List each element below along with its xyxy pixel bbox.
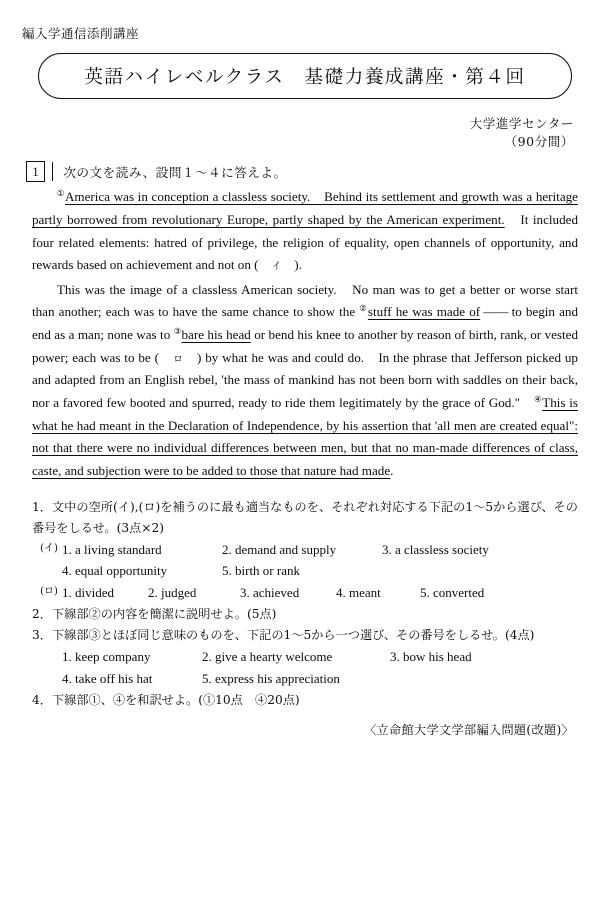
worksheet-title-banner xyxy=(38,53,572,99)
exam-duration: （90分間） xyxy=(504,134,574,150)
choice-group-ro-row-1 xyxy=(36,582,578,604)
choice-option[interactable]: 3. a classless society xyxy=(382,541,489,557)
choice-option[interactable]: 4. equal opportunity xyxy=(62,563,168,579)
source-attribution: 〈立命館大学文学部編入問題(改題)〉 xyxy=(364,722,574,737)
publisher-block xyxy=(14,115,588,151)
question-block-instruction: 次の文を読み、設問１〜４に答えよ。 xyxy=(63,165,287,181)
blank-i-close xyxy=(281,257,294,272)
underlined-span-4: This is what he had meant in the Declaration of Independence, by his assertion that 'all men are created equal": not that there were no individual differences between men, but that no man-made differences of class, caste, and subjection were to be added to those that nature had made xyxy=(32,395,578,478)
underlined-span-3: bare his head xyxy=(181,327,251,343)
choice-option[interactable]: 5. birth or rank xyxy=(222,563,300,579)
blank-i-open xyxy=(259,257,272,272)
choice-option[interactable]: 2. judged xyxy=(148,585,197,601)
question-number-box: 1 xyxy=(26,161,45,182)
passage-p2-seg1: This was the image of a classless American society. No man was to get a better or worse start than another; each was to have the same chance to show the xyxy=(32,281,578,320)
blank-i-label: イ xyxy=(271,261,282,273)
blank-ro-close xyxy=(183,350,197,365)
question-3-choice-row-2 xyxy=(36,668,578,690)
choice-option[interactable]: 2. give a hearty welcome xyxy=(202,649,333,664)
passage-p2-seg2: to begin and end as a man; none was to xyxy=(32,304,578,343)
english-passage xyxy=(32,186,578,482)
question-number-rule xyxy=(52,162,53,181)
question-3-choice-row-1 xyxy=(36,646,578,668)
underline-marker-1: ① xyxy=(56,188,65,199)
choice-group-ro-tag: (ロ) xyxy=(40,586,58,598)
question-1-text: 1．文中の空所(イ),(ロ)を補うのに最も適当なものを、それぞれ対応する下記の1〜5から選び、その番号をしるせ。(3点×2) xyxy=(32,499,578,535)
course-series-label: 編入学通信添削講座 xyxy=(22,26,140,41)
passage-p1-rest: It included four related elements: hatred of privilege, the religion of equality, open channels of opportunity, and rewards based on achievement and not on ( xyxy=(32,211,579,273)
question-2-text: 2．下線部②の内容を簡潔に説明せよ。(5点) xyxy=(32,607,277,622)
choice-option[interactable]: 3. bow his head xyxy=(390,649,472,664)
passage-p2-seg5: . xyxy=(390,462,394,478)
choice-group-i-row-2 xyxy=(36,560,578,582)
passage-p2-seg3: or bend his knee to another by reason of birth, rank, or vested power; each was to be ( xyxy=(32,327,578,365)
blank-ro-open xyxy=(159,350,173,365)
choice-option[interactable]: 4. meant xyxy=(336,585,381,601)
choice-option[interactable]: 5. converted xyxy=(420,585,485,601)
underlined-span-1: America was in conception a classless society. Behind its settlement and growth was a heritage partly borrowed from revolutionary Europe, partly shaped by the American experiment. xyxy=(32,189,578,227)
choice-option[interactable]: 4. take off his hat xyxy=(62,670,153,686)
organization-name: 大学進学センター xyxy=(469,116,574,131)
choice-option[interactable]: 3. achieved xyxy=(240,585,300,601)
passage-paragraph-1 xyxy=(32,186,578,277)
question-3-text: 3．下線部③とほぼ同じ意味のものを、下記の1〜5から一つ選び、その番号をしるせ。(4点) xyxy=(32,628,535,643)
question-3 xyxy=(32,625,578,646)
underline-marker-3: ③ xyxy=(173,326,182,337)
question-3-choices xyxy=(36,646,578,690)
choice-option[interactable]: 1. a living standard xyxy=(62,541,162,557)
underline-marker-2: ② xyxy=(359,303,368,314)
questions-list xyxy=(32,497,578,711)
underline-marker-4: ④ xyxy=(534,394,543,405)
question-4-text: 4．下線部①、④を和訳せよ。(①10点 ④20点) xyxy=(32,692,300,707)
choice-option[interactable]: 1. keep company xyxy=(62,649,151,664)
page-title: 英語ハイレベルクラス 基礎力養成講座・第４回 xyxy=(84,67,526,88)
choice-option[interactable]: 5. express his appreciation xyxy=(202,670,340,686)
passage-p2-seg4: ) by what he was and could do. In the phrase that Jefferson picked up and adapted from an English rebel, 'the mass of mankind has not been born with saddles on their back, nor a favored few booted and spurred, ready to ride them legitimately by the grace of God." xyxy=(32,349,578,411)
question-block-heading xyxy=(26,161,588,182)
question-2 xyxy=(32,604,578,625)
question-1 xyxy=(32,497,578,539)
choice-option[interactable]: 1. divided xyxy=(62,585,114,601)
em-dash: —— xyxy=(480,304,508,320)
passage-p1-end: ). xyxy=(294,257,302,273)
choice-option[interactable]: 2. demand and supply xyxy=(222,541,337,557)
question-1-choices xyxy=(36,539,578,604)
choice-group-i-row-1 xyxy=(36,539,578,561)
question-4 xyxy=(32,690,578,711)
blank-ro-label: ロ xyxy=(173,353,184,365)
underlined-span-2: stuff he was made of xyxy=(367,304,481,320)
passage-paragraph-2 xyxy=(32,279,578,483)
choice-group-i-tag: (イ) xyxy=(40,542,58,554)
